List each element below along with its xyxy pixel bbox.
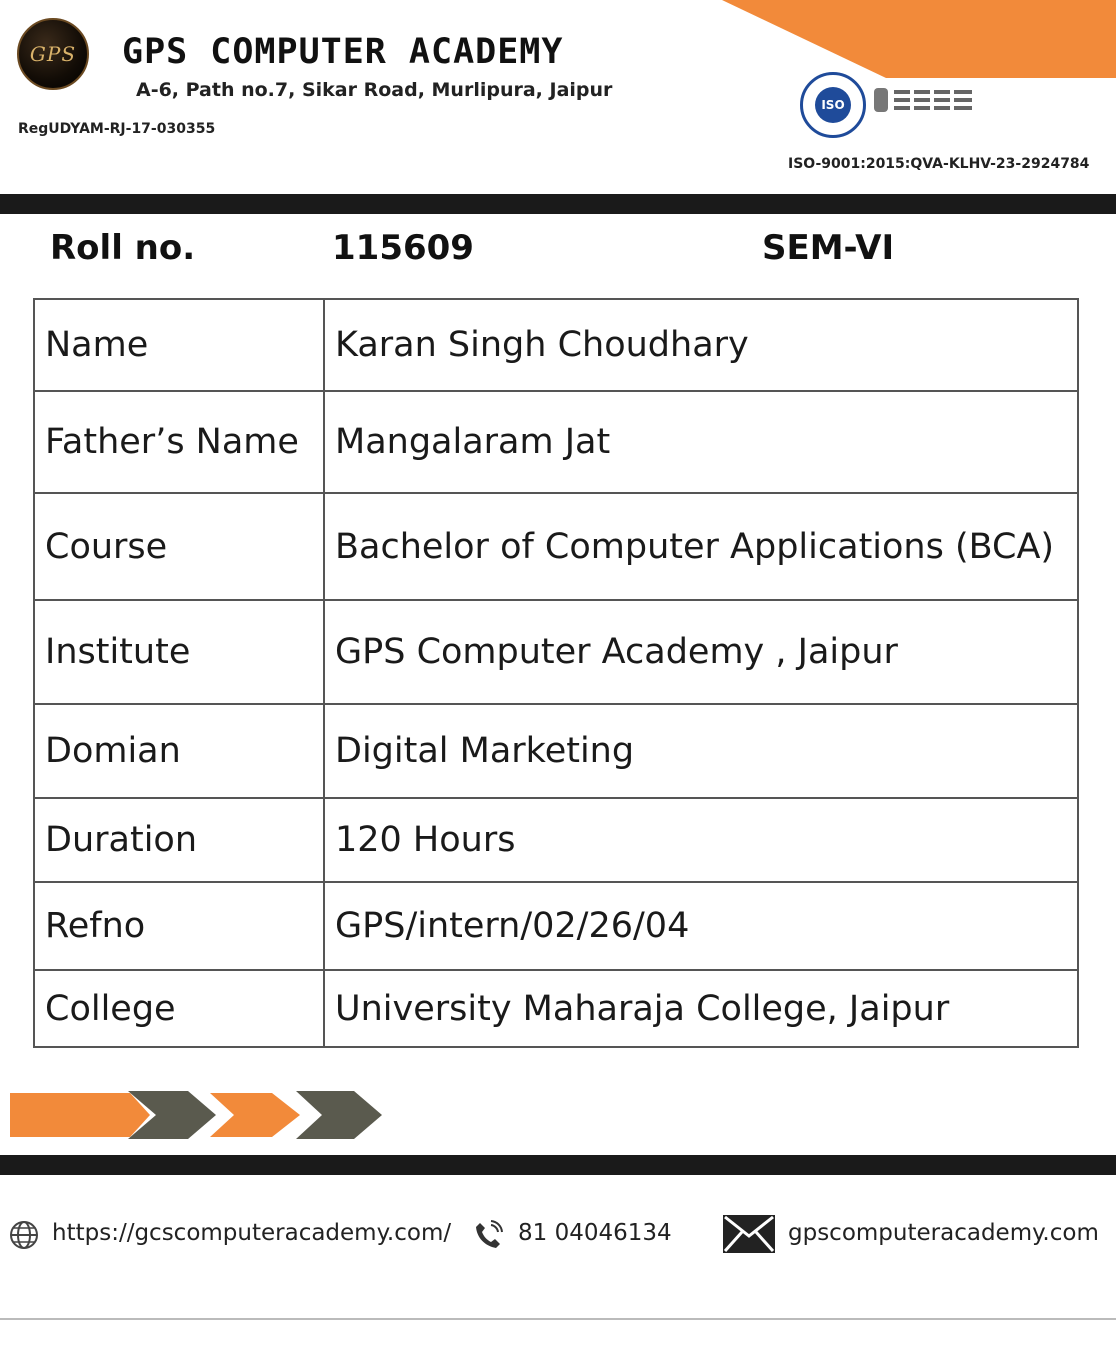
decorative-arrows [10, 1087, 390, 1143]
header-orange-corner [700, 0, 1116, 78]
row-label-college: College [34, 970, 324, 1047]
table-row [34, 493, 1078, 600]
row-value-course: Bachelor of Computer Applications (BCA) [324, 493, 1078, 600]
envelope-icon [722, 1214, 776, 1254]
table-row [34, 704, 1078, 798]
registration-number: RegUDYAM-RJ-17-030355 [18, 121, 216, 137]
iso-badge-text: ISO [815, 87, 851, 123]
phone-icon [472, 1219, 504, 1251]
details-table [33, 298, 1079, 1048]
roll-label: Roll no. [50, 228, 196, 268]
row-value-refno: GPS/intern/02/26/04 [324, 882, 1078, 970]
table-row [34, 882, 1078, 970]
table-row [34, 970, 1078, 1047]
globe-icon [8, 1219, 40, 1251]
table-row [34, 798, 1078, 882]
row-value-college: University Maharaja College, Jaipur [324, 970, 1078, 1047]
top-divider [0, 194, 1116, 214]
bottom-divider [0, 1155, 1116, 1175]
row-label-course: Course [34, 493, 324, 600]
row-label-institute: Institute [34, 600, 324, 704]
row-label-refno: Refno [34, 882, 324, 970]
website-link[interactable]: https://gcscomputeracademy.com/ [52, 1220, 452, 1246]
email-address[interactable]: gpscomputeracademy.com [788, 1220, 1099, 1246]
phone-number[interactable]: 81 04046134 [518, 1220, 672, 1246]
iso-certified-badge [800, 72, 866, 138]
row-label-duration: Duration [34, 798, 324, 882]
row-value-name: Karan Singh Choudhary [324, 299, 1078, 391]
table-row [34, 600, 1078, 704]
page-bottom-line [0, 1318, 1116, 1320]
academy-address: A-6, Path no.7, Sikar Road, Murlipura, Jaipur [136, 79, 613, 101]
row-label-domain: Domian [34, 704, 324, 798]
academy-logo [17, 18, 89, 90]
row-value-domain: Digital Marketing [324, 704, 1078, 798]
roll-value: 115609 [332, 228, 474, 268]
table-row [34, 299, 1078, 391]
row-value-institute: GPS Computer Academy , Jaipur [324, 600, 1078, 704]
logo-text: GPS [29, 42, 77, 66]
iso-number: ISO-9001:2015:QVA-KLHV-23-2924784 [788, 156, 1090, 172]
semester: SEM-VI [762, 228, 895, 268]
academy-title: GPS COMPUTER ACADEMY [122, 32, 564, 72]
row-value-duration: 120 Hours [324, 798, 1078, 882]
msme-emblem [874, 84, 974, 116]
row-label-fathers-name: Father’s Name [34, 391, 324, 493]
row-value-fathers-name: Mangalaram Jat [324, 391, 1078, 493]
row-label-name: Name [34, 299, 324, 391]
table-row [34, 391, 1078, 493]
